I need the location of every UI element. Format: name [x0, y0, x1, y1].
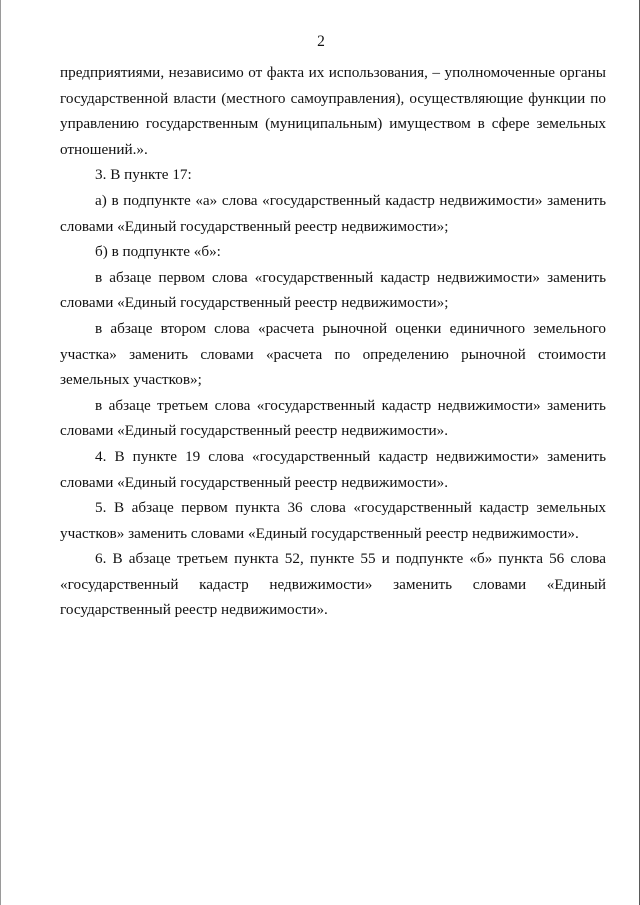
paragraph-abzac-1: в абзаце первом слова «государственный кадастр недвижимости» заменить словами «Единый государственный реестр недвижимости»;: [60, 268, 606, 312]
document-body: [60, 60, 606, 623]
page-number: 2: [317, 33, 325, 50]
paragraph-abzac-2: в абзаце втором слова «расчета рыночной оценки единичного земельного участка» заменить словами «расчета по определению рыночной стоимости земельных участков»;: [60, 319, 606, 389]
paragraph-subitem-a: а) в подпункте «а» слова «государственный кадастр недвижимости» заменить словами «Единый государственный реестр недвижимости»;: [60, 191, 606, 235]
paragraph-subitem-b: б) в подпункте «б»:: [95, 243, 221, 261]
paragraph-item-3: 3. В пункте 17:: [95, 166, 192, 184]
paragraph-abzac-3: в абзаце третьем слова «государственный кадастр недвижимости» заменить словами «Единый государственный реестр недвижимости».: [60, 396, 606, 440]
paragraph-item-5: 5. В абзаце первом пункта 36 слова «государственный кадастр земельных участков» заменить словами «Единый государственный реестр недвижимости».: [60, 499, 606, 542]
paragraph-item-4: 4. В пункте 19 слова «государственный кадастр недвижимости» заменить словами «Единый государственный реестр недвижимости».: [60, 447, 606, 491]
paragraph-continuation: предприятиями, независимо от факта их использования, – уполномоченные органы государственной власти (местного самоуправления), осуществляющие функции по управлению государственным (муниципальным) имуществом в сфере земельных отношений.».: [60, 64, 606, 158]
paragraph-item-6: 6. В абзаце третьем пункта 52, пункте 55 и подпункте «б» пункта 56 слова «государственный кадастр недвижимости» заменить словами «Единый государственный реестр недвижимости».: [60, 550, 606, 619]
